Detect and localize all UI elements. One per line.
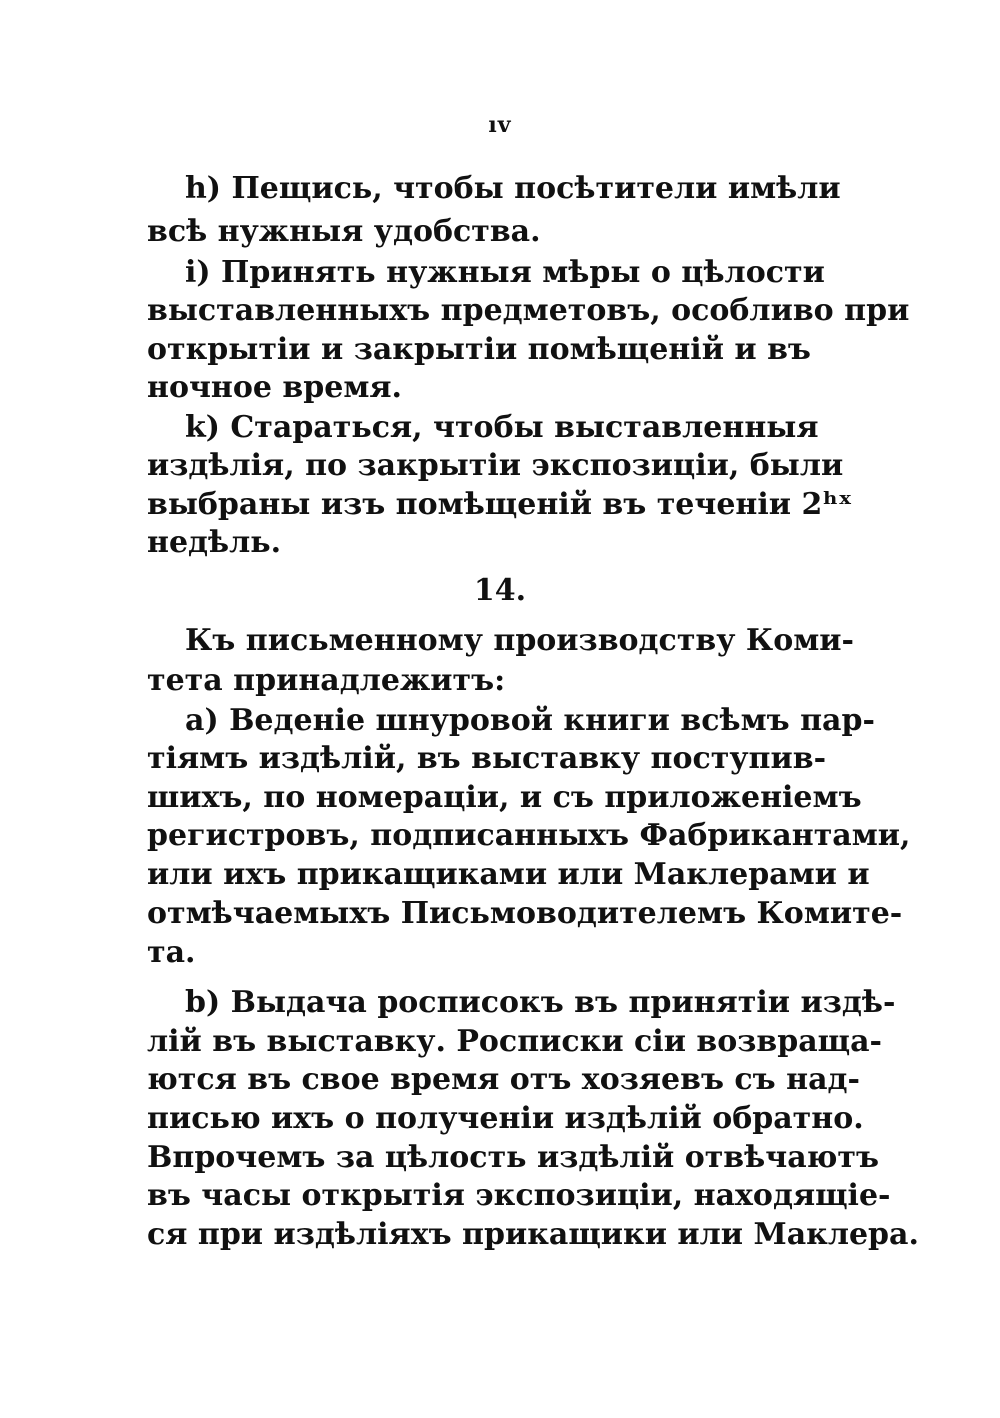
text-line: тета принадлежитъ: (147, 663, 506, 698)
text-line: отмѣчаемыхъ Письмоводителемъ Комите- (147, 896, 903, 931)
text-line: Къ письменному производству Коми- (185, 623, 854, 658)
text-line: регистровъ, подписанныхъ Фабрикантами, (147, 818, 911, 853)
text-line: всѣ нужныя удобства. (147, 214, 541, 249)
text-line: h) Пещись, чтобы посѣтители имѣли (185, 171, 841, 206)
text-line: издѣлія, по закрытіи экспозиціи, были (147, 448, 844, 483)
text-line: или ихъ прикащиками или Маклерами и (147, 857, 870, 892)
text-line: въ часы открытія экспозиціи, находящіе- (147, 1178, 891, 1213)
text-line: b) Выдача росписокъ въ принятіи издѣ- (185, 985, 896, 1020)
text-line: лій въ выставку. Росписки сіи возвраща- (147, 1024, 882, 1059)
text-line: i) Принять нужныя мѣры о цѣлости (185, 255, 825, 290)
text-line: писью ихъ о полученіи издѣлій обратно. (147, 1101, 864, 1136)
text-line: выставленныхъ предметовъ, особливо при (147, 293, 910, 328)
text-line: недѣль. (147, 525, 282, 560)
text-line: тіямъ издѣлій, въ выставку поступив- (147, 741, 827, 776)
text-line: шихъ, по номераціи, и съ приложеніемъ (147, 780, 862, 815)
text-line: ются въ свое время отъ хозяевъ съ над- (147, 1062, 860, 1097)
text-line: k) Стараться, чтобы выставленныя (185, 410, 819, 445)
text-line: ся при издѣліяхъ прикащики или Маклера. (147, 1217, 919, 1252)
text-line: ночное время. (147, 370, 402, 405)
page-number: ıv (488, 112, 512, 138)
text-line: Впрочемъ за цѣлость издѣлій отвѣчаютъ (147, 1140, 879, 1175)
section-number: 14. (473, 573, 527, 608)
text-line: выбраны изъ помѣщеній въ теченіи 2ʰˣ (147, 487, 853, 522)
text-line: та. (147, 935, 196, 970)
text-line: открытіи и закрытіи помѣщеній и въ (147, 332, 811, 367)
text-line: a) Веденіе шнуровой книги всѣмъ пар- (185, 703, 875, 738)
